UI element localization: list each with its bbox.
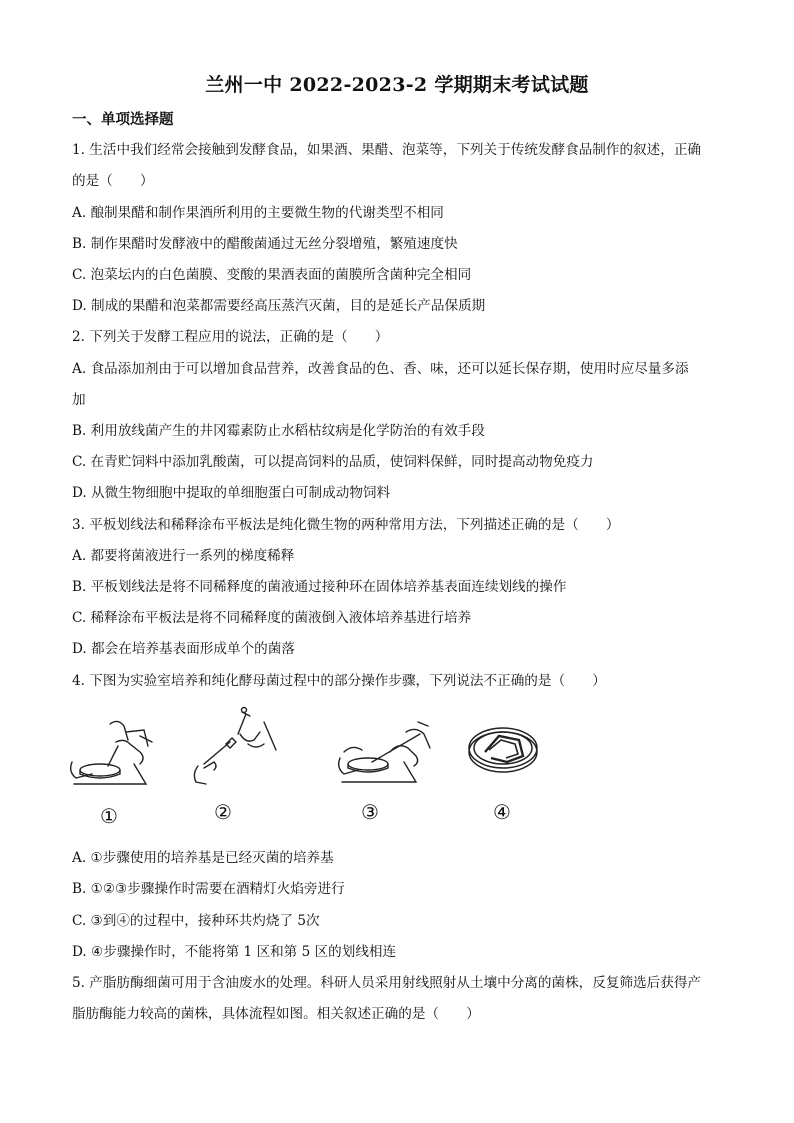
q1-option-a: A. 酿制果醋和制作果酒所利用的主要微生物的代谢类型不相同: [72, 205, 444, 221]
q4-option-b: B. ①②③步骤操作时需要在酒精灯火焰旁进行: [72, 881, 345, 897]
q1-option-c: C. 泡菜坛内的白色菌膜、变酸的果酒表面的菌膜所含菌种完全相同: [72, 267, 472, 283]
q1-option-d: D. 制成的果醋和泡菜都需要经高压蒸汽灭菌，目的是延长产品保质期: [72, 298, 486, 314]
q3-option-b: B. 平板划线法是将不同稀释度的菌液通过接种环在固体培养基表面连续划线的操作: [72, 579, 567, 595]
step2-loop-and-tube-illustration: [184, 704, 284, 794]
exam-title: 兰州一中 2022-2023-2 学期期末考试试题: [205, 74, 589, 96]
step-label-1: ①: [100, 804, 118, 828]
q2-option-a-line1: A. 食品添加剂由于可以增加食品营养，改善食品的色、香、味，还可以延长保存期，使用时应尽量多添: [72, 361, 689, 377]
section-heading: 一、单项选择题: [72, 111, 174, 128]
q4-option-a: A. ①步骤使用的培养基是已经灭菌的培养基: [72, 850, 334, 866]
q2-option-c: C. 在青贮饲料中添加乳酸菌，可以提高饲料的品质，使饲料保鲜，同时提高动物免疫力: [72, 454, 594, 470]
q3-option-d: D. 都会在培养基表面形成单个的菌落: [72, 641, 295, 657]
q2-stem: 2. 下列关于发酵工程应用的说法，正确的是（ ）: [72, 329, 389, 345]
q3-option-c: C. 稀释涂布平板法是将不同稀释度的菌液倒入液体培养基进行培养: [72, 610, 472, 626]
q2-option-b: B. 利用放线菌产生的井冈霉素防止水稻枯纹病是化学防治的有效手段: [72, 423, 485, 439]
q3-option-a: A. 都要将菌液进行一系列的梯度稀释: [72, 548, 295, 564]
q4-stem: 4. 下图为实验室培养和纯化酵母菌过程中的部分操作步骤，下列说法不正确的是（ ）: [72, 673, 606, 689]
q2-option-d: D. 从微生物细胞中提取的单细胞蛋白可制成动物饲料: [72, 485, 391, 501]
q1-option-b: B. 制作果醋时发酵液中的醋酸菌通过无丝分裂增殖，繁殖速度快: [72, 236, 458, 252]
step4-streaked-plate-illustration: [461, 718, 551, 798]
step-label-3: ③: [361, 800, 379, 824]
q3-stem: 3. 平板划线法和稀释涂布平板法是纯化微生物的两种常用方法，下列描述正确的是（ ）: [72, 517, 620, 533]
q1-stem-line1: 1. 生活中我们经常会接触到发酵食品，如果酒、果醋、泡菜等，下列关于传统发酵食品制作的叙述，正确: [72, 142, 702, 158]
step-label-2: ②: [214, 800, 232, 824]
q2-option-a-line2: 加: [72, 392, 86, 408]
q5-stem-line2: 脂肪酶能力较高的菌株，具体流程如图。相关叙述正确的是（ ）: [72, 1006, 480, 1022]
q4-option-d: D. ④步骤操作时，不能将第 1 区和第 5 区的划线相连: [72, 944, 397, 960]
step-label-4: ④: [493, 800, 511, 824]
step3-streaking-plate-illustration: [334, 712, 444, 802]
q4-option-c: C. ③到④的过程中，接种环共灼烧了 5次: [72, 913, 320, 929]
q1-stem-line2: 的是（ ）: [72, 173, 154, 189]
q4-figure: [66, 704, 536, 834]
step1-pouring-plate-illustration: [66, 712, 166, 802]
q5-stem-line1: 5. 产脂肪酶细菌可用于含油废水的处理。科研人员采用射线照射从土壤中分离的菌株，反复筛选后获得产: [72, 975, 702, 991]
